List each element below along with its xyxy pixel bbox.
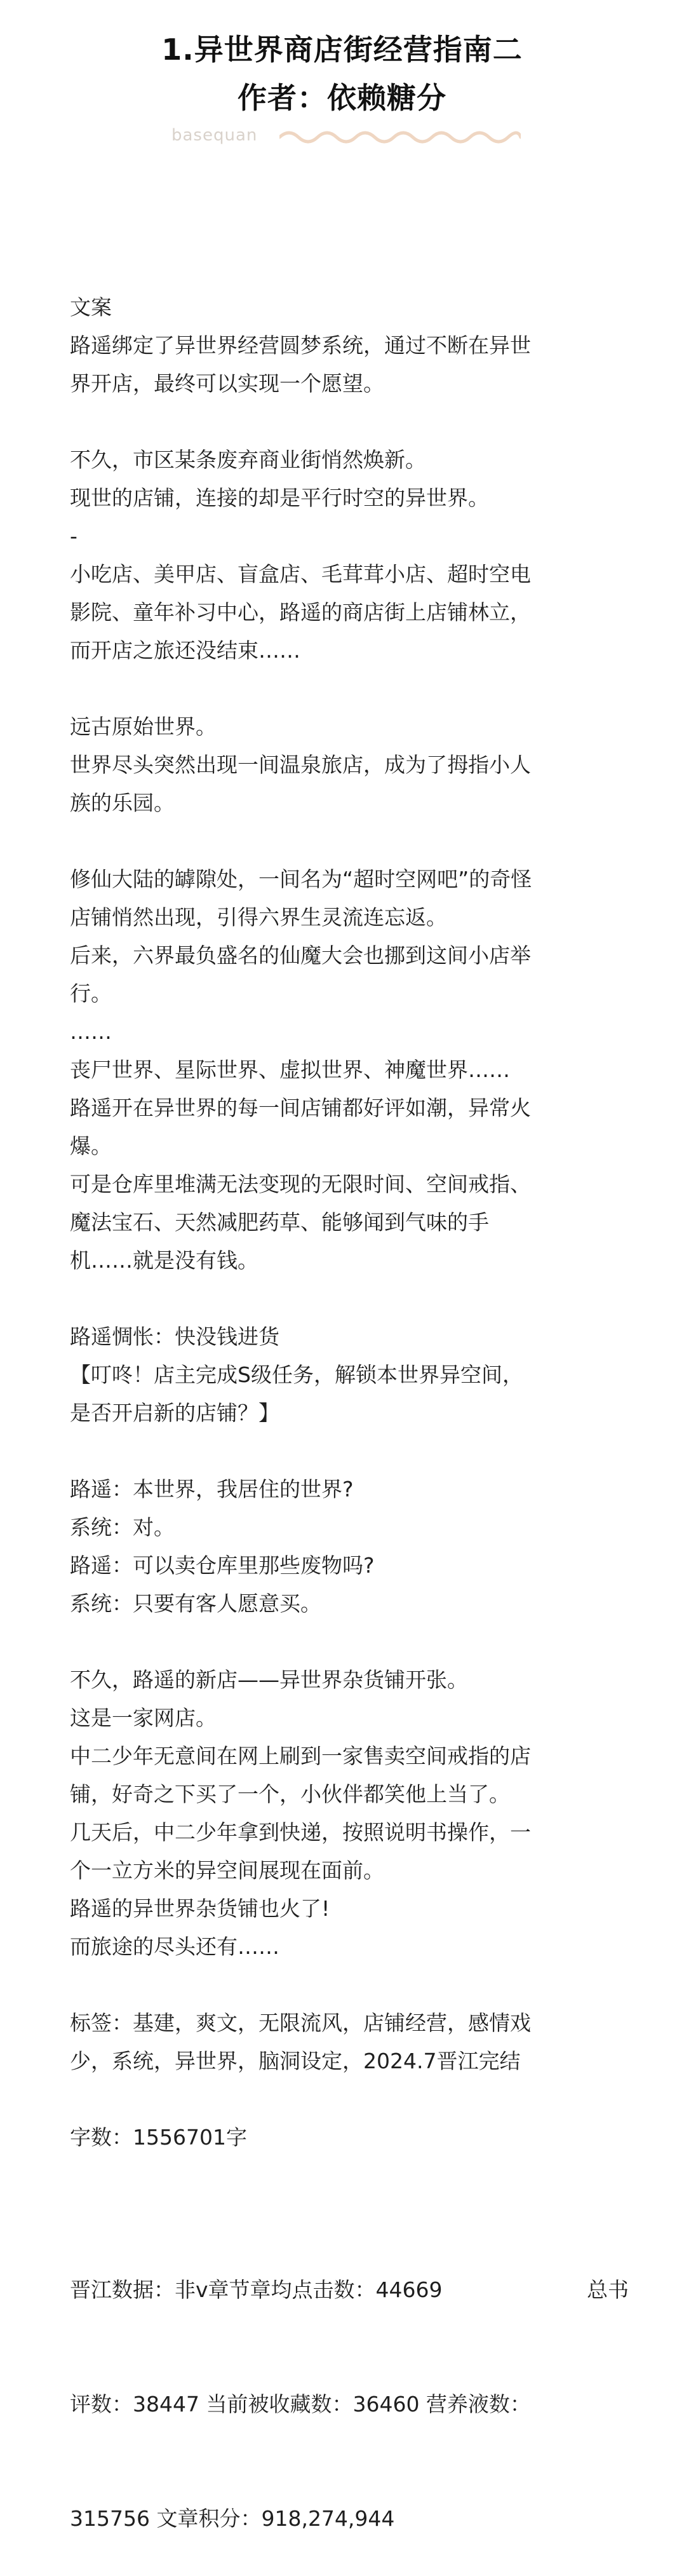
text-line: 行。 [70,981,112,1006]
stats-line-2: 评数：38447 当前被收藏数：36460 营养液数： [70,2392,531,2417]
blank-line [70,2080,629,2118]
text-line: 族的乐园。 [70,790,175,815]
text-line: 系统：只要有客人愿意买。 [70,1591,321,1616]
text-line: 路遥的异世界杂货铺也火了! [70,1896,330,1921]
author-line: 作者：依赖糖分 [238,81,446,115]
text-line: 现世的店铺，连接的却是平行时空的异世界。 [70,485,489,510]
stats-line-1-left: 晋江数据：非v章节章均点击数：44669 [70,2277,443,2302]
text-line: 系统：对。 [70,1515,175,1540]
blank-line [70,1432,629,1470]
synopsis-body [70,212,629,2576]
text-line: 是否开启新的店铺？】 [70,1400,279,1425]
text-line: 路遥绑定了异世界经营圆梦系统，通过不断在异世 [70,333,531,358]
text-line: 标签：基建，爽文，无限流风，店铺经营，感情戏 [70,2010,531,2035]
text-line: 远古原始世界。 [70,714,217,739]
text-line: 修仙大陆的罅隙处，一间名为“超时空网吧”的奇怪 [70,867,532,891]
watermark-text: basequan [171,126,258,145]
text-line: 影院、童年补习中心，路遥的商店街上店铺林立， [70,600,531,625]
text-line: 机……就是没有钱。 [70,1248,258,1273]
text-line: 世界尽头突然出现一间温泉旅店，成为了拇指小人 [70,752,531,777]
text-line: 小吃店、美甲店、盲盒店、毛茸茸小店、超时空电 [70,562,531,586]
text-line: 这是一家网店。 [70,1705,217,1730]
text-line: 路遥：本世界，我居住的世界? [70,1477,354,1502]
wave-ornament [279,125,521,150]
blank-line [70,2157,629,2195]
blank-line [70,1280,629,1318]
text-line: 可是仓库里堆满无法变现的无限时间、空间戒指、 [70,1172,531,1196]
stats-line-3: 315756 文章积分：918,274,944 [70,2506,395,2531]
text-line: 路遥开在异世界的每一间店铺都好评如潮，异常火 [70,1095,531,1120]
text-line: 路遥：可以卖仓库里那些废物吗? [70,1553,375,1578]
text-line: 不久，市区某条废弃商业街悄然焕新。 [70,447,426,472]
text-line: …… [70,1019,112,1044]
text-line: 而旅途的尽头还有…… [70,1934,279,1959]
text-line: 字数：1556701字 [70,2125,247,2150]
text-line: 不久，路遥的新店——异世界杂货铺开张。 [70,1667,468,1692]
text-line: 铺，好奇之下买了一个，小伙伴都笑他上当了。 [70,1782,510,1807]
title-decoration [0,122,684,153]
stats-line-1-right: 总书 [587,2277,629,2302]
text-line: 个一立方米的异空间展现在面前。 [70,1858,384,1883]
blank-line [70,1623,629,1661]
text-line: 少，系统，异世界，脑洞设定，2024.7晋江完结 [70,2049,521,2073]
blank-line [70,1966,629,2004]
text-line: 而开店之旅还没结束…… [70,638,300,663]
text-line: 中二少年无意间在网上刷到一家售卖空间戒指的店 [70,1744,531,1768]
text-line: 魔法宝石、天然减肥药草、能够闻到气味的手 [70,1210,489,1235]
blank-line [70,822,629,860]
synopsis-lines [70,288,629,2195]
text-line: 丧尸世界、星际世界、虚拟世界、神魔世界…… [70,1057,510,1082]
text-line: 爆。 [70,1134,112,1158]
text-line: 文案 [70,295,112,320]
text-line: 路遥惆怅：快没钱进货 [70,1324,279,1349]
blank-line [70,403,629,441]
text-line: 几天后，中二少年拿到快递，按照说明书操作，一 [70,1820,531,1845]
text-line: 界开店，最终可以实现一个愿望。 [70,371,384,396]
stats-line-1 [70,2271,629,2309]
text-line: - [70,524,77,548]
text-line: 【叮咚！店主完成S级任务，解锁本世界异空间， [70,1362,523,1387]
header [0,0,684,153]
blank-line [70,670,629,708]
text-line: 店铺悄然出现，引得六界生灵流连忘返。 [70,905,447,930]
page-title: 1.异世界商店街经营指南二 [161,32,523,67]
text-line: 后来，六界最负盛名的仙魔大会也挪到这间小店举 [70,943,531,968]
